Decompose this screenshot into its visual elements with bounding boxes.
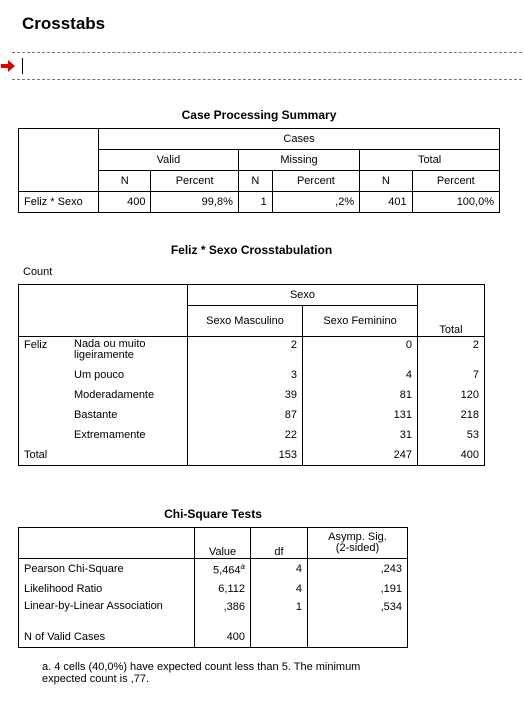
test-df [251, 627, 308, 648]
value-header: Value [195, 528, 251, 559]
chi-square-title: Chi-Square Tests [164, 507, 262, 521]
total-total: 400 [418, 445, 485, 466]
n-header: N [238, 171, 272, 192]
red-arrow-icon [0, 58, 16, 74]
total-row-label: Total [19, 445, 188, 466]
crosstab-title: Feliz * Sexo Crosstabulation [170, 243, 333, 257]
row-label: Um pouco [69, 365, 188, 385]
col-feminino: Sexo Feminino [303, 306, 418, 337]
total-n: 401 [360, 192, 412, 213]
col-masculino: Sexo Masculino [188, 306, 303, 337]
cell-masculino: 87 [188, 405, 303, 425]
cell-total: 2 [418, 337, 485, 366]
cell-total: 120 [418, 385, 485, 405]
row-group-label: Feliz [19, 337, 70, 446]
total-percent: 100,0% [412, 192, 499, 213]
case-processing-table [18, 128, 500, 213]
cell-feminino: 31 [303, 425, 418, 445]
row-label: Moderadamente [69, 385, 188, 405]
test-label: Likelihood Ratio [19, 579, 195, 599]
test-sig: ,191 [308, 579, 408, 599]
n-header: N [99, 171, 151, 192]
test-df: 4 [251, 579, 308, 599]
test-sig [308, 627, 408, 648]
cell-feminino: 81 [303, 385, 418, 405]
empty-corner [19, 285, 188, 337]
cell-masculino: 39 [188, 385, 303, 405]
footnote: a. 4 cells (40,0%) have expected count less than 5. The minimum expected count is ,77. [42, 661, 361, 685]
value-text: 5,464 [213, 564, 241, 577]
row-label: Feliz * Sexo [19, 192, 99, 213]
n-header: N [360, 171, 412, 192]
total-masculino: 153 [188, 445, 303, 466]
percent-header: Percent [151, 171, 238, 192]
test-label: Linear-by-Linear Association [19, 599, 195, 627]
output-selection-box[interactable] [12, 52, 522, 80]
cases-header: Cases [99, 129, 500, 150]
test-df: 1 [251, 599, 308, 627]
percent-header: Percent [412, 171, 499, 192]
missing-n: 1 [238, 192, 272, 213]
percent-header: Percent [272, 171, 359, 192]
cell-masculino: 3 [188, 365, 303, 385]
missing-percent: ,2% [272, 192, 359, 213]
asymp-header: Asymp. Sig. (2-sided) [308, 528, 408, 559]
total-header: Total [418, 285, 485, 337]
count-label: Count [23, 266, 53, 278]
row-label: Bastante [69, 405, 188, 425]
valid-n: 400 [99, 192, 151, 213]
cell-masculino: 22 [188, 425, 303, 445]
valid-header: Valid [99, 150, 239, 171]
row-label: Extremamente [69, 425, 188, 445]
cell-feminino: 0 [303, 337, 418, 366]
total-header: Total [360, 150, 500, 171]
test-sig: ,534 [308, 599, 408, 627]
cell-feminino: 4 [303, 365, 418, 385]
cell-total: 53 [418, 425, 485, 445]
test-value [195, 559, 251, 580]
valid-percent: 99,8% [151, 192, 238, 213]
cell-feminino: 131 [303, 405, 418, 425]
page-title: Crosstabs [22, 14, 106, 33]
cell-total: 218 [418, 405, 485, 425]
cell-masculino: 2 [188, 337, 303, 366]
cell-total: 7 [418, 365, 485, 385]
test-value: 400 [195, 627, 251, 648]
test-label: Pearson Chi-Square [19, 559, 195, 580]
empty-corner [19, 129, 99, 192]
sexo-header: Sexo [188, 285, 418, 306]
test-df: 4 [251, 559, 308, 580]
chi-square-table [18, 527, 408, 648]
footnote-marker: a [240, 561, 245, 571]
text-cursor [22, 58, 23, 74]
test-sig: ,243 [308, 559, 408, 580]
total-feminino: 247 [303, 445, 418, 466]
case-processing-title: Case Processing Summary [181, 108, 337, 122]
crosstab-table [18, 284, 485, 466]
row-label: Nada ou muito ligeiramente [69, 337, 188, 366]
missing-header: Missing [238, 150, 359, 171]
df-header: df [251, 528, 308, 559]
test-label: N of Valid Cases [19, 627, 195, 648]
empty-corner [19, 528, 195, 559]
test-value: ,386 [195, 599, 251, 627]
test-value: 6,112 [195, 579, 251, 599]
